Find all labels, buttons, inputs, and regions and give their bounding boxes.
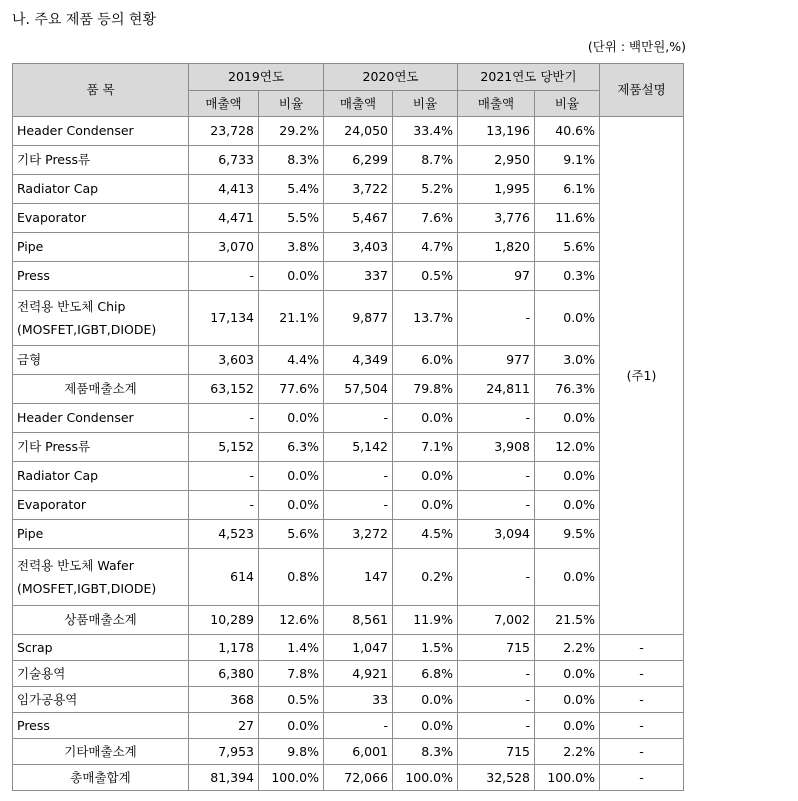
header-year-2021h1: 2021연도 당반기	[458, 64, 600, 91]
item-label: Press	[17, 717, 50, 733]
item-name	[13, 433, 189, 462]
sales-2020-cell: -	[324, 404, 393, 433]
ratio-2020-cell: 7.6%	[393, 204, 458, 233]
sales-2021h1-cell: -	[458, 291, 535, 346]
header-ratio: 비율	[259, 91, 324, 117]
sales-2021h1-cell: 7,002	[458, 606, 535, 635]
sales-2020-cell: 57,504	[324, 375, 393, 404]
item-name	[13, 713, 189, 739]
ratio-2021h1-cell: 76.3%	[535, 375, 600, 404]
ratio-2021h1-cell: 21.5%	[535, 606, 600, 635]
ratio-2020-cell: 6.0%	[393, 346, 458, 375]
ratio-2019-cell: 100.0%	[259, 765, 324, 791]
sales-2020-cell: 3,722	[324, 175, 393, 204]
sales-2020-cell: 337	[324, 262, 393, 291]
ratio-2021h1-cell: 2.2%	[535, 739, 600, 765]
sales-2021h1-cell: 3,094	[458, 520, 535, 549]
item-label: 기술용역	[17, 665, 66, 681]
sales-2021h1-cell: -	[458, 404, 535, 433]
header-year-2019: 2019연도	[189, 64, 324, 91]
header-sales: 매출액	[189, 91, 259, 117]
item-name	[13, 549, 189, 606]
sales-2021h1-cell: 977	[458, 346, 535, 375]
item-name	[13, 687, 189, 713]
ratio-2019-cell: 0.0%	[259, 262, 324, 291]
sales-2019-cell: -	[189, 462, 259, 491]
table-row	[13, 291, 684, 346]
sales-2020-cell: 147	[324, 549, 393, 606]
ratio-2020-cell: 6.8%	[393, 661, 458, 687]
ratio-2019-cell: 0.8%	[259, 549, 324, 606]
sales-2020-cell: 24,050	[324, 117, 393, 146]
sales-2021h1-cell: -	[458, 491, 535, 520]
item-label: Evaporator	[17, 497, 87, 512]
subtotal-row	[13, 375, 684, 404]
table-row	[13, 462, 684, 491]
ratio-2020-cell: 4.5%	[393, 520, 458, 549]
sales-2021h1-cell: 13,196	[458, 117, 535, 146]
sales-2019-cell: -	[189, 404, 259, 433]
table-row	[13, 146, 684, 175]
ratio-2020-cell: 0.0%	[393, 404, 458, 433]
ratio-2019-cell: 5.4%	[259, 175, 324, 204]
sales-2020-cell: 5,467	[324, 204, 393, 233]
ratio-2021h1-cell: 100.0%	[535, 765, 600, 791]
sales-2019-cell: 4,471	[189, 204, 259, 233]
table-row	[13, 491, 684, 520]
item-label: Radiator Cap	[17, 468, 99, 483]
table-row	[13, 262, 684, 291]
ratio-2021h1-cell: 0.0%	[535, 491, 600, 520]
item-name	[13, 404, 189, 433]
sales-2019-cell: -	[189, 262, 259, 291]
item-name	[13, 346, 189, 375]
item-label: 전력용 반도체 Wafer	[17, 557, 134, 573]
sales-2019-cell: 81,394	[189, 765, 259, 791]
description-note: (주1)	[600, 117, 684, 635]
table-body	[13, 117, 684, 791]
item-name	[13, 462, 189, 491]
sales-2019-cell: 17,134	[189, 291, 259, 346]
sales-2019-cell: 4,523	[189, 520, 259, 549]
ratio-2020-cell: 8.7%	[393, 146, 458, 175]
ratio-2021h1-cell: 9.1%	[535, 146, 600, 175]
ratio-2021h1-cell: 12.0%	[535, 433, 600, 462]
sales-2019-cell: 614	[189, 549, 259, 606]
ratio-2021h1-cell: 5.6%	[535, 233, 600, 262]
sales-2020-cell: 3,272	[324, 520, 393, 549]
ratio-2020-cell: 8.3%	[393, 739, 458, 765]
sales-2020-cell: 9,877	[324, 291, 393, 346]
table-row	[13, 687, 684, 713]
subtotal-row	[13, 606, 684, 635]
item-name	[13, 175, 189, 204]
item-name	[13, 233, 189, 262]
table-row	[13, 204, 684, 233]
table-row	[13, 404, 684, 433]
sales-2020-cell: -	[324, 713, 393, 739]
sales-2020-cell: -	[324, 491, 393, 520]
sales-2021h1-cell: 715	[458, 635, 535, 661]
sales-2020-cell: 6,001	[324, 739, 393, 765]
sales-2019-cell: 23,728	[189, 117, 259, 146]
item-name	[13, 146, 189, 175]
sales-2021h1-cell: -	[458, 549, 535, 606]
sales-2020-cell: 72,066	[324, 765, 393, 791]
sales-2019-cell: 63,152	[189, 375, 259, 404]
sales-2019-cell: -	[189, 491, 259, 520]
item-name	[13, 635, 189, 661]
description-cell: -	[600, 739, 684, 765]
sales-2020-cell: 4,349	[324, 346, 393, 375]
ratio-2019-cell: 0.0%	[259, 491, 324, 520]
sales-2019-cell: 1,178	[189, 635, 259, 661]
item-label: 전력용 반도체 Chip	[17, 298, 126, 314]
ratio-2021h1-cell: 11.6%	[535, 204, 600, 233]
item-label: 임가공용역	[17, 691, 78, 707]
table-row	[13, 661, 684, 687]
sales-2019-cell: 3,603	[189, 346, 259, 375]
sales-2021h1-cell: -	[458, 661, 535, 687]
table-row	[13, 346, 684, 375]
sales-2019-cell: 7,953	[189, 739, 259, 765]
item-name	[13, 606, 189, 635]
section-title: 나. 주요 제품 등의 현황	[12, 12, 156, 28]
sales-2020-cell: 3,403	[324, 233, 393, 262]
sales-2020-cell: 5,142	[324, 433, 393, 462]
ratio-2021h1-cell: 3.0%	[535, 346, 600, 375]
sales-2021h1-cell: 24,811	[458, 375, 535, 404]
header-description: 제품설명	[600, 64, 684, 117]
item-label: 기타 Press류	[17, 152, 91, 167]
ratio-2019-cell: 21.1%	[259, 291, 324, 346]
ratio-2020-cell: 0.0%	[393, 491, 458, 520]
unit-label: (단위 : 백만원,%)	[587, 39, 686, 54]
description-cell: -	[600, 635, 684, 661]
ratio-2020-cell: 0.5%	[393, 262, 458, 291]
item-name	[13, 491, 189, 520]
description-cell: -	[600, 765, 684, 791]
header-sales: 매출액	[458, 91, 535, 117]
item-label-detail: (MOSFET,IGBT,DIODE)	[17, 580, 157, 596]
sales-2020-cell: 8,561	[324, 606, 393, 635]
ratio-2021h1-cell: 0.0%	[535, 549, 600, 606]
ratio-2019-cell: 0.0%	[259, 713, 324, 739]
table-row	[13, 117, 684, 146]
ratio-2020-cell: 11.9%	[393, 606, 458, 635]
sales-2019-cell: 5,152	[189, 433, 259, 462]
item-label: Pipe	[17, 526, 44, 541]
item-label: 제품매출소계	[64, 381, 137, 396]
sales-2021h1-cell: 32,528	[458, 765, 535, 791]
item-name	[13, 375, 189, 404]
table-row	[13, 713, 684, 739]
item-label: Header Condenser	[17, 410, 134, 425]
header-ratio: 비율	[393, 91, 458, 117]
item-label: Press	[17, 268, 50, 283]
item-label: 금형	[17, 352, 42, 367]
ratio-2020-cell: 7.1%	[393, 433, 458, 462]
item-label: Radiator Cap	[17, 181, 99, 196]
sales-2021h1-cell: -	[458, 713, 535, 739]
ratio-2021h1-cell: 6.1%	[535, 175, 600, 204]
item-name	[13, 661, 189, 687]
table-row	[13, 175, 684, 204]
item-label-detail: (MOSFET,IGBT,DIODE)	[17, 321, 157, 337]
description-cell: -	[600, 713, 684, 739]
sales-2020-cell: 6,299	[324, 146, 393, 175]
header-item: 품 목	[13, 64, 189, 117]
ratio-2020-cell: 79.8%	[393, 375, 458, 404]
description-cell: -	[600, 661, 684, 687]
item-label: Scrap	[17, 639, 53, 655]
sales-2021h1-cell: -	[458, 687, 535, 713]
table-row	[13, 635, 684, 661]
sales-2019-cell: 10,289	[189, 606, 259, 635]
ratio-2020-cell: 0.2%	[393, 549, 458, 606]
ratio-2020-cell: 0.0%	[393, 462, 458, 491]
ratio-2019-cell: 29.2%	[259, 117, 324, 146]
ratio-2019-cell: 3.8%	[259, 233, 324, 262]
ratio-2021h1-cell: 0.0%	[535, 404, 600, 433]
table-row	[13, 520, 684, 549]
ratio-2021h1-cell: 0.0%	[535, 462, 600, 491]
ratio-2020-cell: 4.7%	[393, 233, 458, 262]
sales-2019-cell: 3,070	[189, 233, 259, 262]
item-name	[13, 117, 189, 146]
item-label: Header Condenser	[17, 123, 134, 138]
item-name	[13, 262, 189, 291]
sales-2021h1-cell: 3,908	[458, 433, 535, 462]
item-label: 기타매출소계	[64, 743, 137, 759]
ratio-2019-cell: 12.6%	[259, 606, 324, 635]
item-name	[13, 765, 189, 791]
sales-2021h1-cell: 3,776	[458, 204, 535, 233]
sales-2019-cell: 6,733	[189, 146, 259, 175]
table-row	[13, 433, 684, 462]
item-name	[13, 204, 189, 233]
sales-2021h1-cell: 97	[458, 262, 535, 291]
sales-2021h1-cell: 1,820	[458, 233, 535, 262]
sales-2021h1-cell: 2,950	[458, 146, 535, 175]
ratio-2020-cell: 0.0%	[393, 713, 458, 739]
ratio-2019-cell: 9.8%	[259, 739, 324, 765]
item-name	[13, 520, 189, 549]
ratio-2019-cell: 5.5%	[259, 204, 324, 233]
header-sales: 매출액	[324, 91, 393, 117]
ratio-2021h1-cell: 40.6%	[535, 117, 600, 146]
item-name	[13, 739, 189, 765]
ratio-2020-cell: 5.2%	[393, 175, 458, 204]
item-label: Pipe	[17, 239, 44, 254]
ratio-2019-cell: 77.6%	[259, 375, 324, 404]
ratio-2019-cell: 0.5%	[259, 687, 324, 713]
item-label: 상품매출소계	[64, 612, 137, 627]
table-row	[13, 233, 684, 262]
subtotal-row	[13, 765, 684, 791]
ratio-2020-cell: 33.4%	[393, 117, 458, 146]
ratio-2019-cell: 4.4%	[259, 346, 324, 375]
ratio-2021h1-cell: 0.0%	[535, 687, 600, 713]
header-ratio: 비율	[535, 91, 600, 117]
sales-2020-cell: 4,921	[324, 661, 393, 687]
ratio-2019-cell: 0.0%	[259, 404, 324, 433]
sales-2019-cell: 368	[189, 687, 259, 713]
header-year-2020: 2020연도	[324, 64, 458, 91]
ratio-2020-cell: 0.0%	[393, 687, 458, 713]
item-label: 총매출합계	[70, 769, 131, 785]
sales-2020-cell: 33	[324, 687, 393, 713]
sales-2021h1-cell: 1,995	[458, 175, 535, 204]
description-cell: -	[600, 687, 684, 713]
item-label: 기타 Press류	[17, 439, 91, 454]
ratio-2021h1-cell: 0.3%	[535, 262, 600, 291]
ratio-2019-cell: 0.0%	[259, 462, 324, 491]
ratio-2021h1-cell: 0.0%	[535, 713, 600, 739]
ratio-2019-cell: 7.8%	[259, 661, 324, 687]
ratio-2019-cell: 1.4%	[259, 635, 324, 661]
sales-2019-cell: 4,413	[189, 175, 259, 204]
sales-2020-cell: -	[324, 462, 393, 491]
item-name	[13, 291, 189, 346]
sales-2020-cell: 1,047	[324, 635, 393, 661]
table-row	[13, 549, 684, 606]
ratio-2021h1-cell: 0.0%	[535, 291, 600, 346]
ratio-2021h1-cell: 9.5%	[535, 520, 600, 549]
subtotal-row	[13, 739, 684, 765]
product-sales-table	[12, 63, 684, 791]
ratio-2020-cell: 1.5%	[393, 635, 458, 661]
item-label: Evaporator	[17, 210, 87, 225]
ratio-2021h1-cell: 2.2%	[535, 635, 600, 661]
ratio-2019-cell: 6.3%	[259, 433, 324, 462]
sales-2019-cell: 6,380	[189, 661, 259, 687]
sales-2019-cell: 27	[189, 713, 259, 739]
ratio-2020-cell: 100.0%	[393, 765, 458, 791]
ratio-2019-cell: 5.6%	[259, 520, 324, 549]
sales-2021h1-cell: -	[458, 462, 535, 491]
ratio-2019-cell: 8.3%	[259, 146, 324, 175]
sales-2021h1-cell: 715	[458, 739, 535, 765]
ratio-2021h1-cell: 0.0%	[535, 661, 600, 687]
ratio-2020-cell: 13.7%	[393, 291, 458, 346]
